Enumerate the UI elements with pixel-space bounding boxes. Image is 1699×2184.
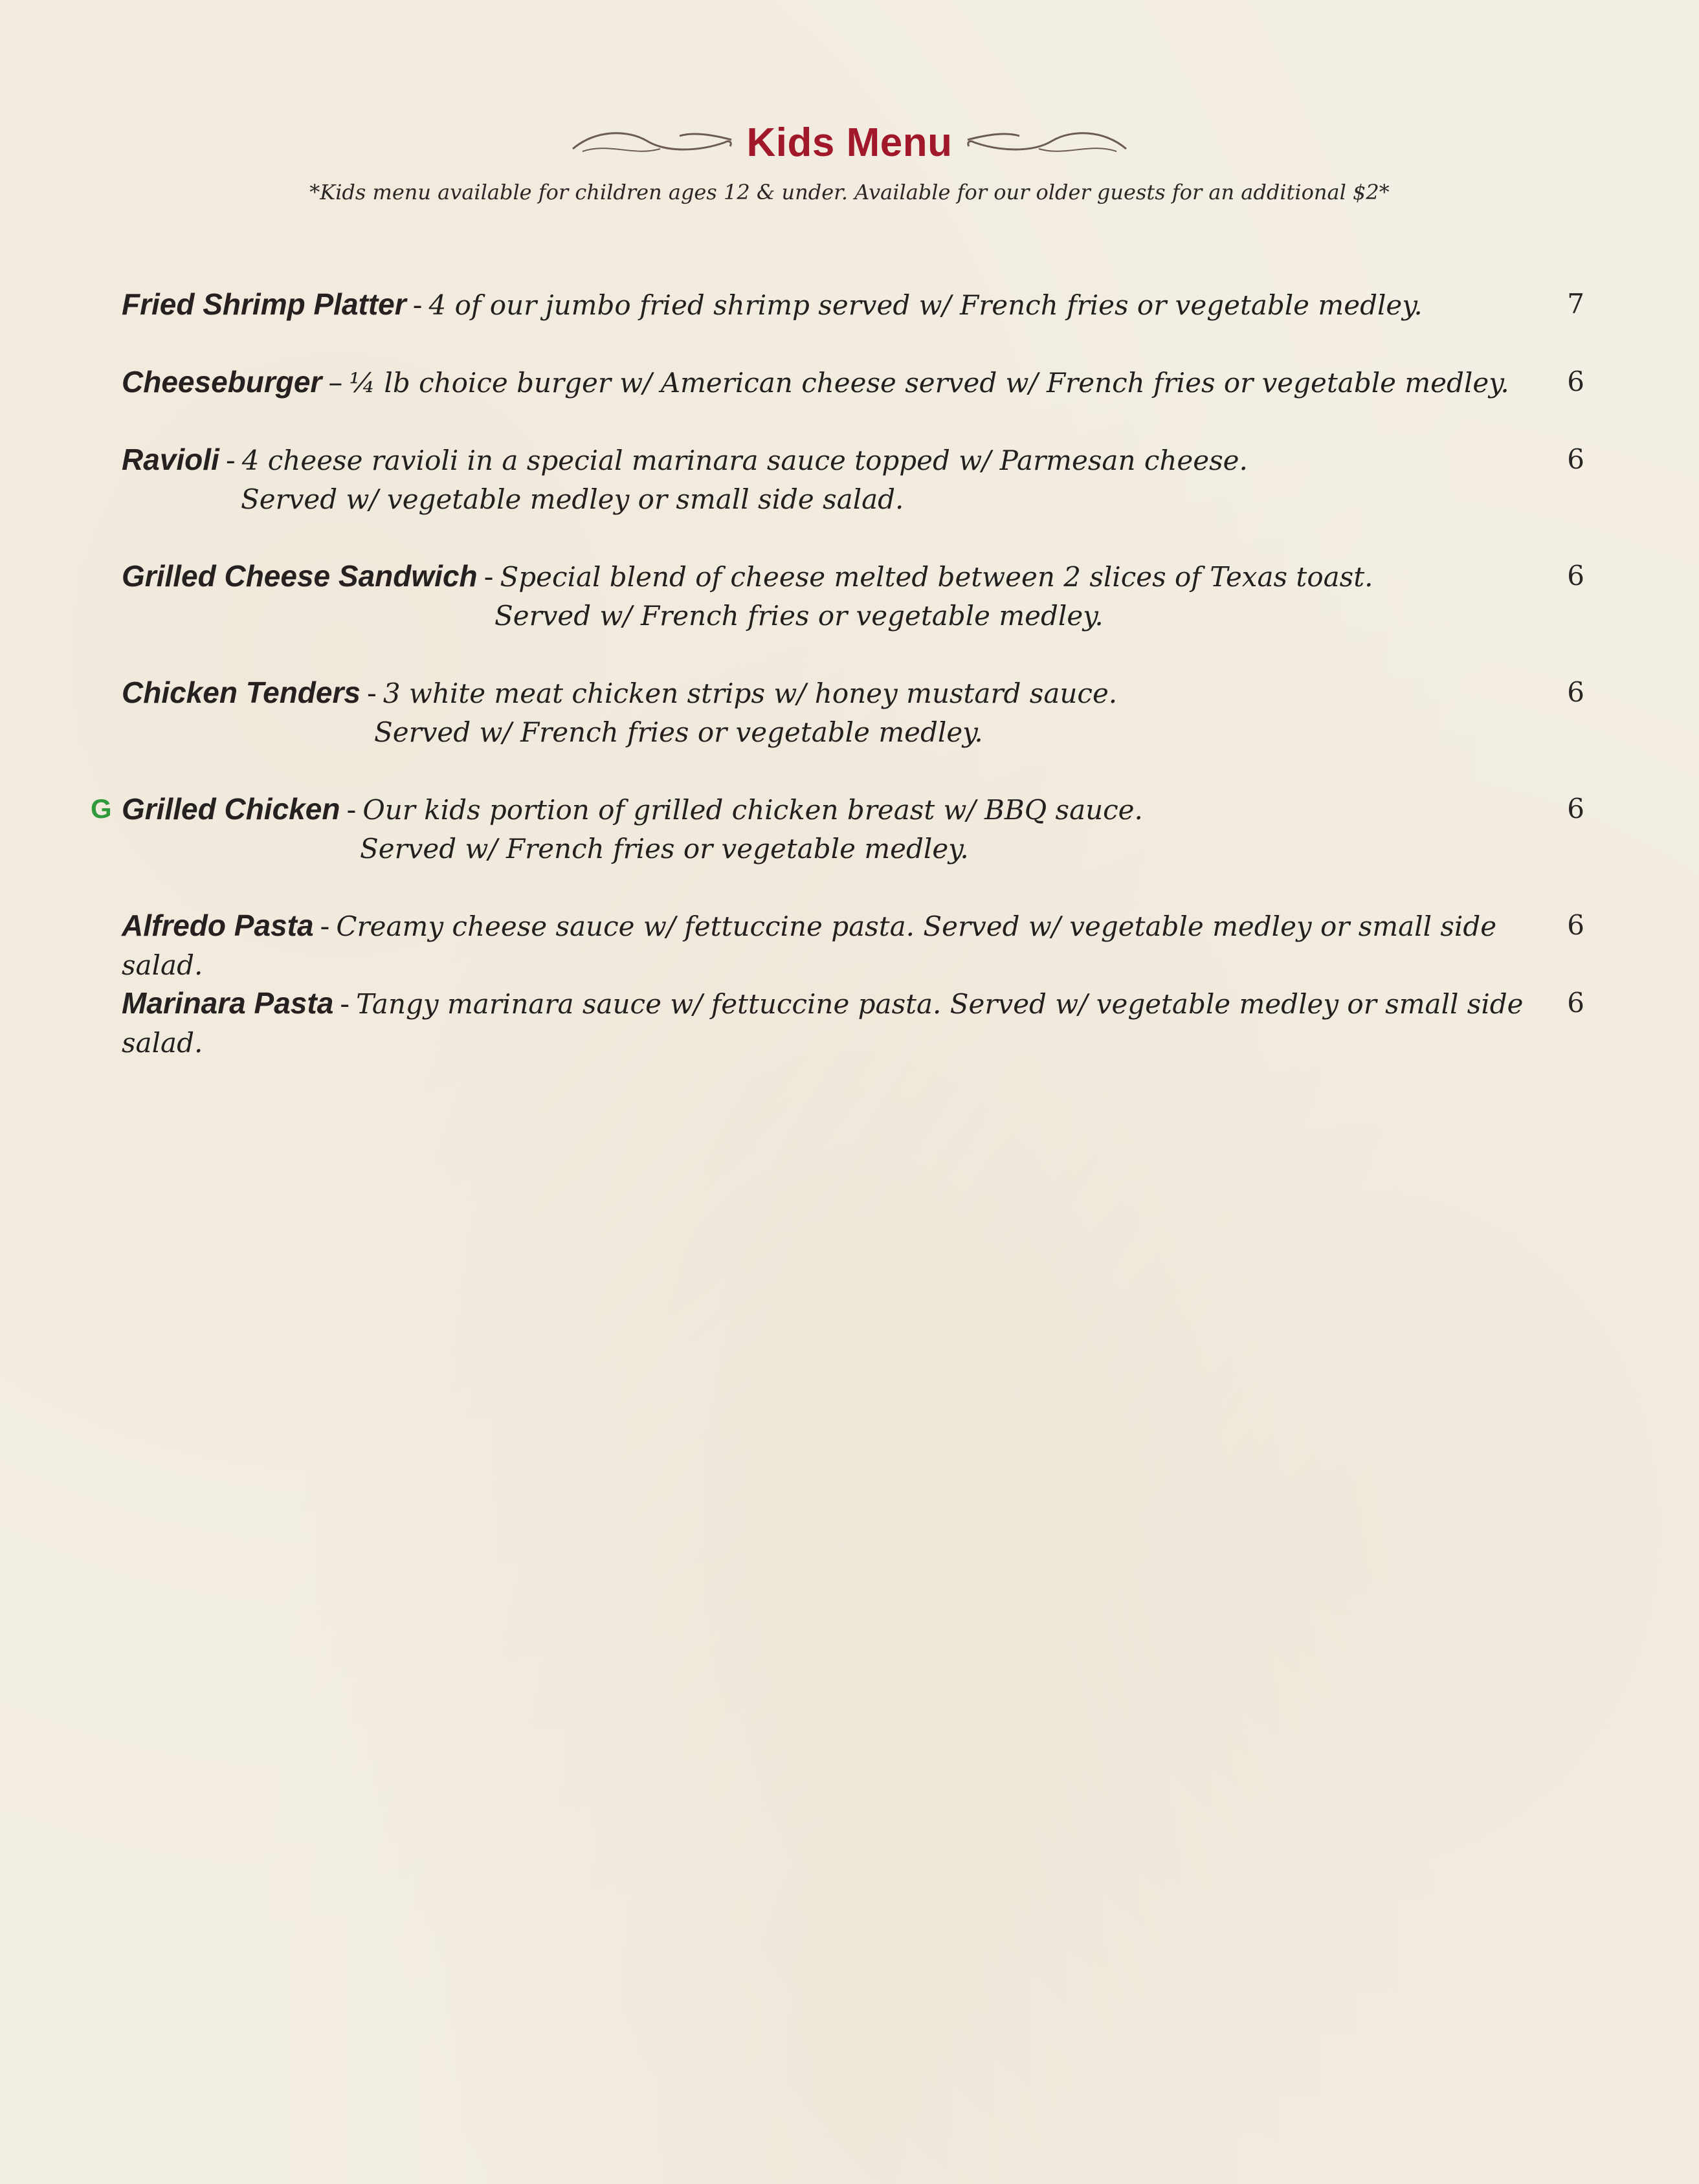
item-name: Fried Shrimp Platter: [122, 287, 406, 321]
item-price: 6: [1567, 987, 1584, 1019]
item-description: 3 white meat chicken strips w/ honey mustard sauce.: [383, 678, 1118, 709]
item-separator: -: [320, 910, 330, 943]
item-price: 6: [1567, 793, 1584, 824]
item-price: 6: [1567, 909, 1584, 941]
right-flourish-icon: [961, 123, 1129, 162]
item-description: 4 cheese ravioli in a special marinara sauce topped w/ Parmesan cheese.: [241, 445, 1248, 476]
item-separator: -: [412, 289, 423, 322]
menu-item-chicken-tenders: [122, 673, 1584, 752]
item-price: 6: [1567, 443, 1584, 475]
menu-item-marinara-pasta: [122, 984, 1584, 1063]
menu-item-ravioli: [122, 440, 1584, 519]
item-separator: -: [225, 444, 236, 477]
item-price: 6: [1567, 560, 1584, 591]
item-description: Creamy cheese sauce w/ fettuccine pasta. Served w/ vegetable medley or small side salad.: [122, 910, 1497, 981]
item-name: Grilled Chicken: [122, 792, 340, 826]
menu-item-grilled-chicken: [122, 789, 1584, 868]
item-separator: -: [340, 987, 350, 1020]
item-name: Alfredo Pasta: [122, 909, 314, 942]
item-name: Cheeseburger: [122, 365, 322, 399]
item-price: 6: [1567, 366, 1584, 397]
item-description-continued: Served w/ vegetable medley or small side salad.: [241, 483, 904, 515]
item-name: Grilled Cheese Sandwich: [122, 559, 478, 593]
item-description: ¼ lb choice burger w/ American cheese served w/ French fries or vegetable medley.: [349, 367, 1509, 399]
item-name: Chicken Tenders: [122, 676, 361, 709]
item-description: 4 of our jumbo fried shrimp served w/ French fries or vegetable medley.: [428, 289, 1423, 321]
item-description: Special blend of cheese melted between 2 slices of Texas toast.: [500, 561, 1373, 593]
item-separator: –: [328, 366, 343, 399]
left-flourish-icon: [570, 123, 738, 162]
item-name: Ravioli: [122, 443, 219, 476]
item-description-continued: Served w/ French fries or vegetable medley.: [374, 716, 983, 748]
item-description-continued: Served w/ French fries or vegetable medley.: [360, 833, 969, 865]
title-row: [0, 110, 1699, 175]
item-price: 7: [1567, 288, 1584, 320]
gluten-free-badge: G: [91, 793, 112, 824]
menu-subtitle: *Kids menu available for children ages 12 & under. Available for our older guests for an additional $2*: [309, 180, 1390, 204]
item-separator: -: [366, 677, 377, 710]
menu-header: [0, 110, 1699, 204]
item-description-continued: Served w/ French fries or vegetable medley.: [494, 600, 1104, 632]
item-separator: -: [346, 793, 357, 826]
menu-item-fried-shrimp: [122, 285, 1584, 325]
item-price: 6: [1567, 676, 1584, 708]
item-description: Tangy marinara sauce w/ fettuccine pasta. Served w/ vegetable medley or small side salad.: [122, 988, 1524, 1059]
menu-item-alfredo-pasta: [122, 906, 1584, 985]
item-separator: -: [483, 560, 494, 593]
item-description: Our kids portion of grilled chicken breast w/ BBQ sauce.: [362, 794, 1143, 826]
item-name: Marinara Pasta: [122, 986, 334, 1020]
menu-item-grilled-cheese: [122, 557, 1584, 635]
menu-item-cheeseburger: [122, 362, 1584, 403]
page-title: Kids Menu: [746, 120, 953, 165]
